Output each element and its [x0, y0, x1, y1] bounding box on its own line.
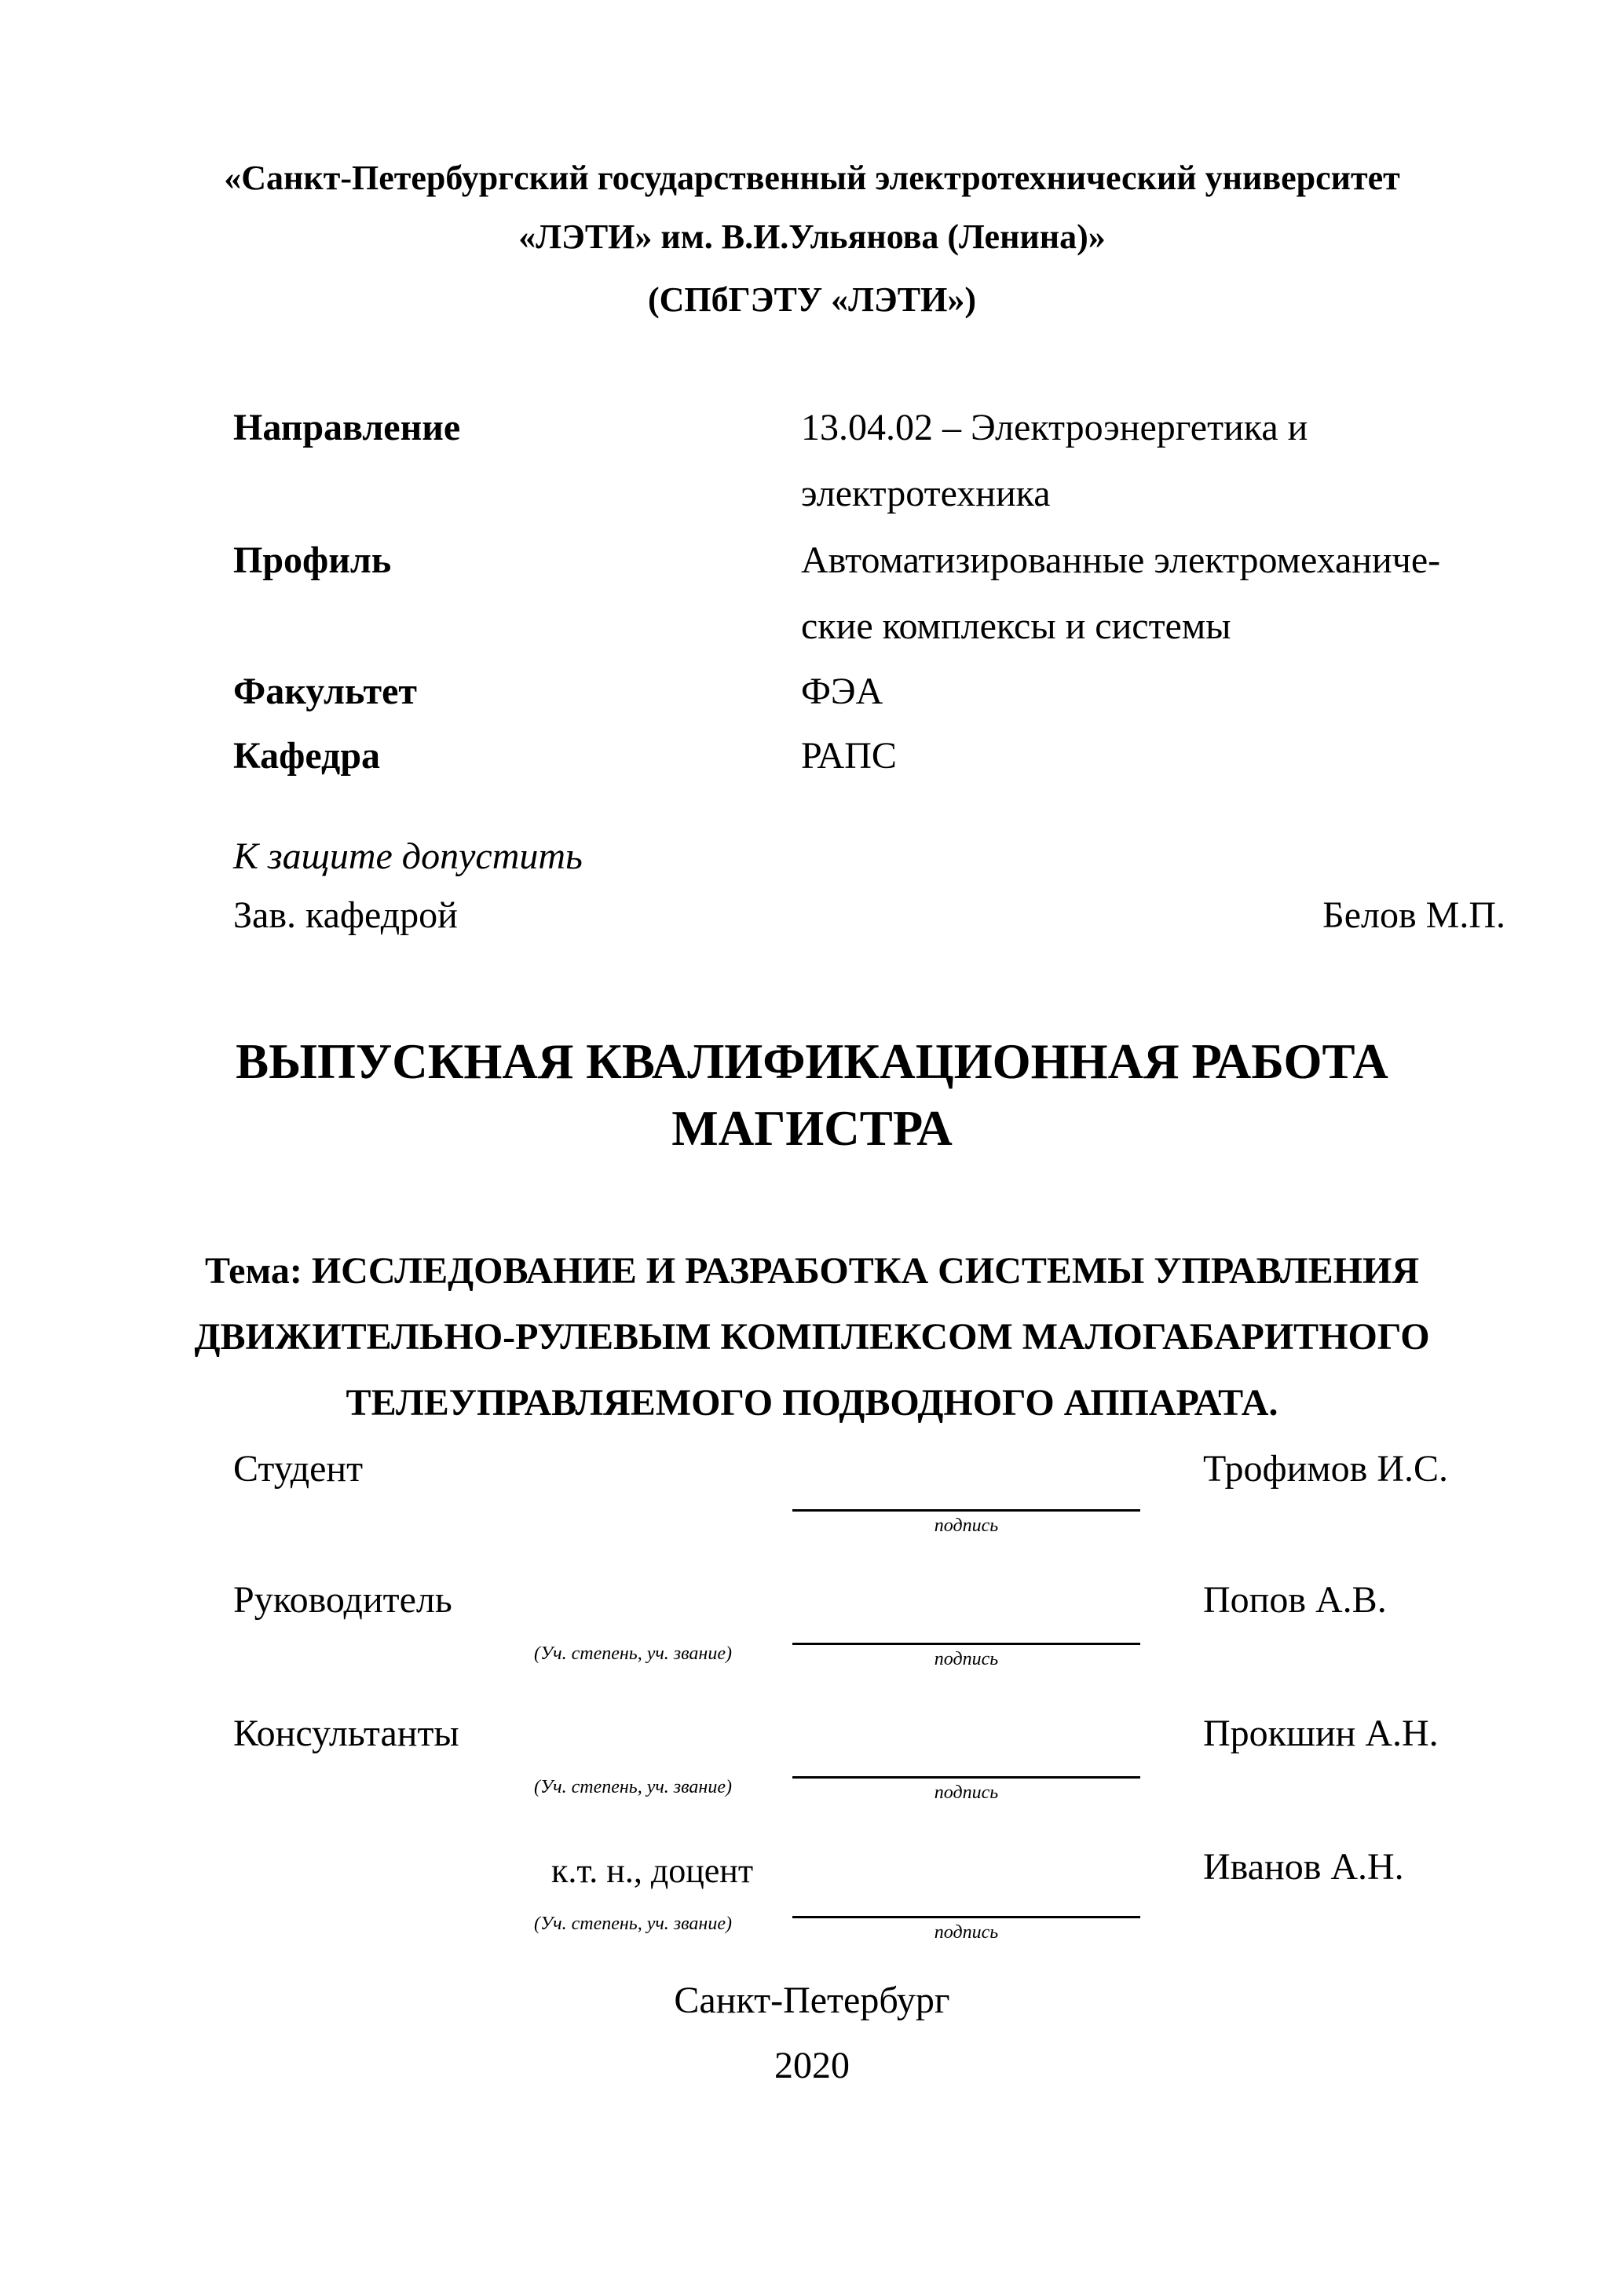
faculty-value: ФЭА — [801, 671, 883, 712]
topic-line-1: Тема: ИССЛЕДОВАНИЕ И РАЗРАБОТКА СИСТЕМЫ УПРАВЛЕНИЯ — [204, 1250, 1420, 1292]
faculty-label: Факультет — [233, 671, 417, 712]
approval-note: К защите допустить — [233, 835, 583, 877]
head-of-department-role: Зав. кафедрой — [233, 894, 458, 936]
student-signature-line[interactable] — [792, 1509, 1140, 1512]
department-value: РАПС — [801, 735, 897, 777]
footer-city: Санкт-Петербург — [674, 1980, 950, 2021]
document-title-line-2: МАГИСТРА — [671, 1101, 953, 1156]
consultant-2-degree-caption: (Уч. степень, уч. звание) — [534, 1914, 732, 1934]
direction-label: Направление — [233, 407, 461, 448]
topic-line-2: ДВИЖИТЕЛЬНО-РУЛЕВЫМ КОМПЛЕКСОМ МАЛОГАБАРИТНОГО — [194, 1316, 1430, 1358]
document-title-line-1: ВЫПУСКНАЯ КВАЛИФИКАЦИОННАЯ РАБОТА — [236, 1034, 1388, 1089]
head-of-department-name: Белов М.П. — [1322, 894, 1505, 936]
supervisor-role: Руководитель — [233, 1579, 452, 1621]
direction-value-line-2: электротехника — [801, 473, 1051, 514]
student-signature-caption: подпись — [934, 1515, 999, 1536]
supervisor-name: Попов А.В. — [1203, 1579, 1387, 1621]
university-name-line-2: «ЛЭТИ» им. В.И.Ульянова (Ленина)» — [518, 218, 1106, 256]
topic-line-3: ТЕЛЕУПРАВЛЯЕМОГО ПОДВОДНОГО АППАРАТА. — [346, 1382, 1278, 1424]
consultant-2-signature-line[interactable] — [792, 1916, 1140, 1918]
consultant-2-degree: к.т. н., доцент — [551, 1852, 754, 1890]
consultant-1-signature-line[interactable] — [792, 1776, 1140, 1779]
student-role: Студент — [233, 1448, 364, 1490]
department-label: Кафедра — [233, 735, 381, 777]
direction-value-line-1: 13.04.02 – Электроэнергетика и — [801, 407, 1308, 448]
consultant-1-name: Прокшин А.Н. — [1203, 1713, 1439, 1754]
consultant-2-signature-caption: подпись — [934, 1922, 999, 1943]
student-name: Трофимов И.С. — [1203, 1448, 1448, 1490]
consultant-1-degree-caption: (Уч. степень, уч. звание) — [534, 1777, 732, 1797]
profile-label: Профиль — [233, 539, 392, 581]
university-name-line-1: «Санкт-Петербургский государственный электротехнический университет — [224, 159, 1400, 197]
consultant-1-signature-caption: подпись — [934, 1782, 999, 1803]
university-abbreviation: (СПбГЭТУ «ЛЭТИ») — [648, 280, 976, 319]
profile-value-line-2: ские комплексы и системы — [801, 605, 1231, 647]
profile-value-line-1: Автоматизированные электромеханиче- — [801, 539, 1441, 581]
consultants-role: Консультанты — [233, 1713, 459, 1754]
consultant-2-name: Иванов А.Н. — [1203, 1846, 1404, 1888]
supervisor-signature-line[interactable] — [792, 1643, 1140, 1645]
supervisor-signature-caption: подпись — [934, 1649, 999, 1669]
supervisor-degree-caption: (Уч. степень, уч. звание) — [534, 1643, 732, 1664]
footer-year: 2020 — [774, 2045, 850, 2086]
